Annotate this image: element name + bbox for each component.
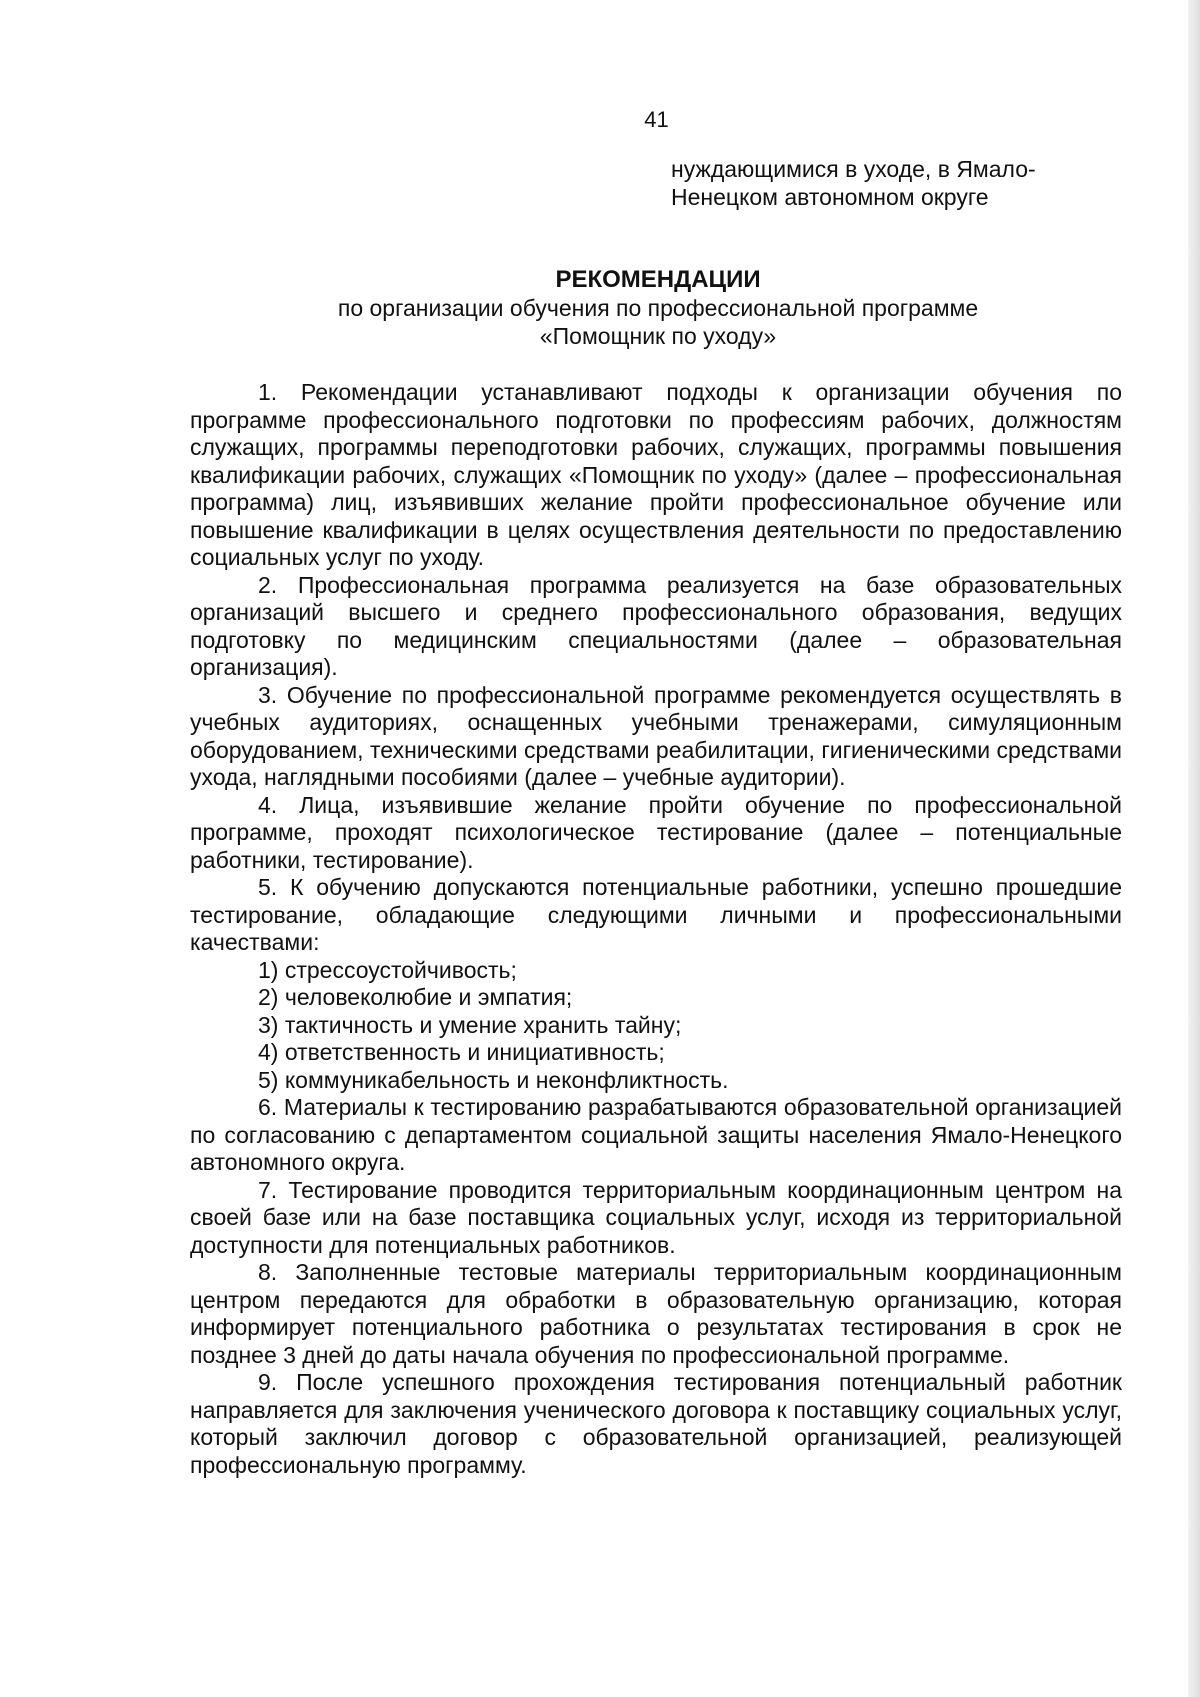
quality-item: 2) человеколюбие и эмпатия; — [258, 984, 573, 1010]
header-note-line: Ненецком автономном округе — [671, 184, 989, 210]
document-subtitle-line: по организации обучения по профессиональной программе — [337, 295, 979, 321]
quality-item: 1) стрессоустойчивость; — [258, 956, 517, 983]
paragraph-4: 4. Лица, изъявившие желание пройти обучение по профессиональной программе, проходят психологическое тестирование (далее – потенциальные работники, тестирование). — [190, 791, 1122, 873]
paragraph-3: 3. Обучение по профессиональной программе рекомендуется осуществлять в учебных аудиториях, оснащенных учебными тренажерами, симуляционным оборудованием, техническими средствами реабилитации, гигиеническими средствами ухода, наглядными пособиями (далее – учебные аудитории). — [190, 681, 1122, 790]
paragraph-6: 6. Материалы к тестированию разрабатываются образовательной организацией по согласованию с департаментом социальной защиты населения Ямало-Ненецкого автономного округа. — [190, 1094, 1122, 1175]
paragraph-2: 2. Профессиональная программа реализуется на базе образовательных организаций высшего и среднего профессионального образования, ведущих подготовку по медицинским специальностями (далее – образовательная организация). — [190, 571, 1122, 680]
paragraph-5: 5. К обучению допускаются потенциальные работники, успешно прошедшие тестирование, обладающие следующими личными и профессиональными качествами: — [190, 874, 1122, 955]
paragraph-1: 1. Рекомендации устанавливают подходы к организации обучения по программе профессионального подготовки по профессиям рабочих, должностям служащих, программы переподготовки рабочих, служащих, программы повышения квалификации рабочих, служащих «Помощник по уходу» (далее – профессиональная программа) лиц, изъявивших желание пройти профессиональное обучение или повышение квалификации в целях осуществления деятельности по предоставлению социальных услуг по уходу. — [190, 379, 1122, 570]
paragraph-7: 7. Тестирование проводится территориальным координационным центром на своей базе или на базе поставщика социальных услуг, исходя из территориальной доступности для потенциальных работников. — [190, 1176, 1122, 1258]
header-note — [671, 155, 1101, 211]
quality-item: 3) тактичность и умение хранить тайну; — [258, 1011, 682, 1038]
document-title: РЕКОМЕНДАЦИИ — [555, 266, 761, 293]
document-body — [190, 379, 1122, 1479]
quality-item: 5) коммуникабельность и неконфликтность. — [258, 1066, 729, 1093]
title-block — [300, 266, 1016, 350]
scan-edge-shadow — [1188, 0, 1200, 1697]
page-number: 41 — [644, 107, 669, 132]
header-note-line: нуждающимися в уходе, в Ямало- — [671, 156, 1036, 182]
quality-item: 4) ответственность и инициативность; — [258, 1039, 665, 1065]
document-subtitle-line: «Помощник по уходу» — [539, 323, 777, 349]
paragraph-8: 8. Заполненные тестовые материалы территориальным координационным центром передаются для обработки в образовательную организацию, которая информирует потенциального работника о результатах тестирования в срок не позднее 3 дней до даты начала обучения по профессиональной программе. — [190, 1259, 1122, 1368]
paragraph-9: 9. После успешного прохождения тестирования потенциальный работник направляется для заключения ученического договора к поставщику социальных услуг, который заключил договор с образовательной организацией, реализующей профессиональную программу. — [190, 1369, 1122, 1478]
